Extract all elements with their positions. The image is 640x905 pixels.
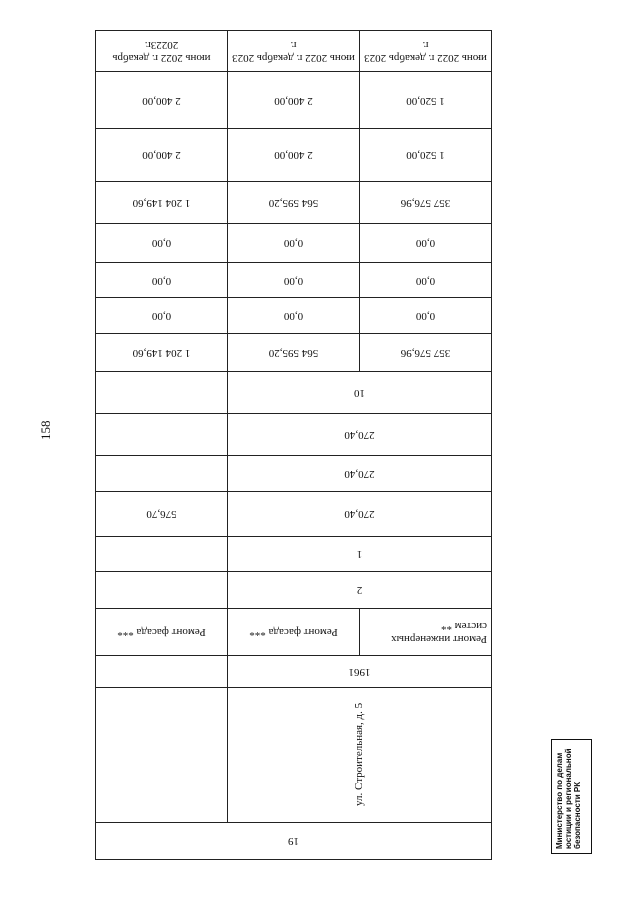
ministry-stamp	[551, 739, 592, 854]
address-cell: ул. Строительная, д. 5	[228, 687, 492, 822]
area-1b-cell: 576,70	[95, 491, 227, 536]
year-empty	[95, 656, 227, 687]
area-2-cell: 270,40	[228, 455, 492, 491]
work-type-3: Ремонт фасада ***	[95, 608, 227, 655]
unit-cost-2-c: 2 400,00	[95, 72, 227, 128]
row-number: 19	[95, 822, 491, 859]
page-number: 158	[38, 420, 53, 440]
count-empty	[95, 371, 227, 413]
zero-2-a: 0,00	[360, 263, 492, 298]
work-type-1: Ремонт инженерных систем **	[360, 608, 492, 655]
totals-2: 564 595,20	[228, 333, 360, 371]
zero-1-b: 0,00	[228, 298, 360, 333]
area-2-empty	[95, 455, 227, 491]
address-empty	[95, 687, 227, 822]
zero-3-b: 0,00	[228, 223, 360, 262]
sum-1: 357 576,96	[360, 182, 492, 223]
period-1: июнь 2022 г. декабрь 2023 г.	[360, 31, 492, 72]
col-a-empty	[95, 571, 227, 608]
rotated-table	[96, 30, 492, 860]
zero-1-c: 0,00	[95, 298, 227, 333]
repair-table	[95, 30, 492, 860]
area-1-cell: 270,40	[228, 491, 492, 536]
stamp-text: Министерство по делам юстиции и региональной безопасности РК	[555, 748, 583, 849]
zero-1-a: 0,00	[360, 298, 492, 333]
zero-3-a: 0,00	[360, 223, 492, 262]
period-2: июнь 2022 г. декабрь 2023 г.	[228, 31, 360, 72]
area-3-cell: 270,40	[228, 414, 492, 455]
totals-3: 1 204 149,60	[95, 333, 227, 371]
period-3: июнь 2022 г. декабрь 20223г.	[95, 31, 227, 72]
sum-2: 564 595,20	[228, 182, 360, 223]
zero-3-c: 0,00	[95, 223, 227, 262]
unit-cost-1-a: 1 520,00	[360, 128, 492, 181]
count-cell: 10	[228, 371, 492, 413]
unit-cost-2-a: 1 520,00	[360, 72, 492, 128]
zero-2-c: 0,00	[95, 263, 227, 298]
unit-cost-1-c: 2 400,00	[95, 128, 227, 181]
year-cell: 1961	[228, 656, 492, 687]
zero-2-b: 0,00	[228, 263, 360, 298]
totals-1: 357 576,96	[360, 333, 492, 371]
col-b-cell: 1	[228, 537, 492, 571]
col-a-cell: 2	[228, 571, 492, 608]
work-type-2: Ремонт фасада ***	[228, 608, 360, 655]
sum-3: 1 204 149,60	[95, 182, 227, 223]
area-3-empty	[95, 414, 227, 455]
unit-cost-1-b: 2 400,00	[228, 128, 360, 181]
col-b-empty	[95, 537, 227, 571]
unit-cost-2-b: 2 400,00	[228, 72, 360, 128]
